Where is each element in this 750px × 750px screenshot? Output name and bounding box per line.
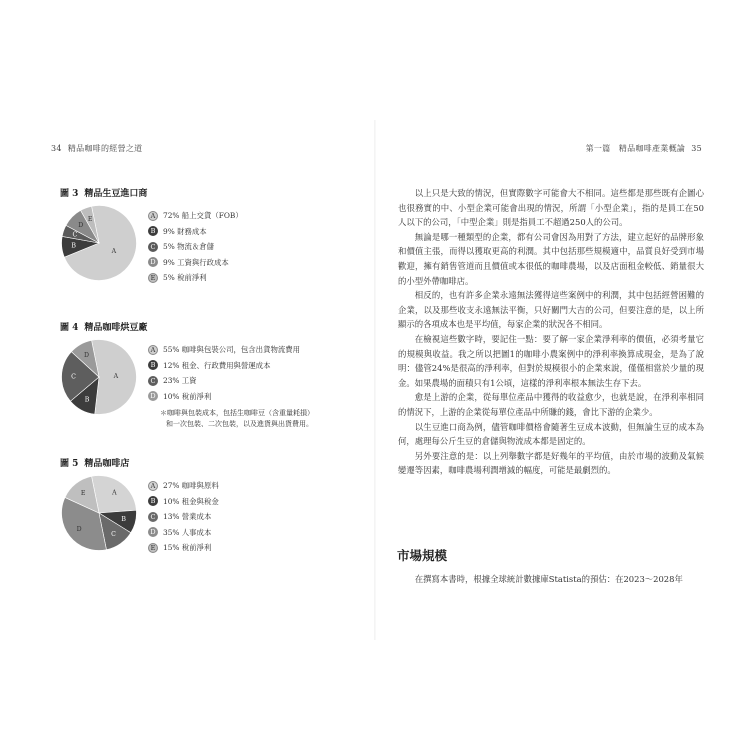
book-gutter — [374, 120, 376, 640]
pie-chart — [60, 204, 138, 282]
legend-item: E 5% 稅前淨利 — [148, 270, 358, 286]
right-running-head — [586, 143, 702, 154]
legend-key-badge: D — [148, 527, 158, 537]
pie-slice-label: C — [71, 373, 76, 381]
left-page-number: 34 — [51, 144, 62, 153]
pie-slice-label: A — [111, 247, 117, 255]
figure-5 — [60, 456, 360, 566]
legend-item: C 23% 工資 — [148, 373, 358, 389]
pie-slice-label: D — [78, 222, 84, 230]
figure-3-pie — [60, 204, 138, 282]
figure-3 — [60, 186, 360, 286]
legend-item: C 5% 物流＆倉儲 — [148, 239, 358, 255]
legend-key-badge: C — [148, 242, 158, 252]
legend-item: D 35% 人事成本 — [148, 525, 358, 541]
legend-item: B 12% 租金、行政費用與營運成本 — [148, 358, 358, 374]
pie-slice-label: C — [111, 530, 116, 538]
legend-key-badge: C — [148, 376, 158, 386]
pie-slice-label: B — [71, 242, 76, 250]
body-paragraph: 以上只是大致的情況，但實際數字可能會大不相同。這些都是那些既有企圖心也很務實的中、小型企業可能會出現的情況，所謂「小型企業」，指的是員工在50人以下的公司，「中型企業」則是指員工不超過250人的公司。 — [398, 188, 704, 228]
figure-4-footnote: ＊咖啡與包裝成本，包括生咖啡豆（含重量耗損） 和一次包裝、二次包裝，以及進貨與出貨費用。 — [160, 409, 314, 428]
body-paragraph: 相反的，也有許多企業永遠無法獲得這些案例中的利潤，其中包括經營困難的企業，以及那些收支永遠無法平衡，只好關門大吉的公司，但要注意的是，以上所顯示的各項成本也是平均值，每家企業的狀況各不相同。 — [398, 290, 704, 330]
figure-4 — [60, 320, 360, 440]
legend-key-badge: B — [148, 360, 158, 370]
section-heading: 市場規模 — [397, 548, 448, 563]
legend-item: A 55% 咖啡與包裝公司，包含出貨物流費用 — [148, 342, 358, 358]
pie-slice-label: E — [87, 216, 93, 224]
pie-slice-label: D — [83, 351, 89, 359]
pie-chart — [60, 338, 138, 416]
legend-item: C 13% 營業成本 — [148, 509, 358, 525]
legend-item: B 10% 租金與稅金 — [148, 494, 358, 510]
left-book-title: 精品咖啡的經營之道 — [67, 144, 143, 153]
legend-key-badge: B — [148, 496, 158, 506]
legend-item: D 9% 工資與行政成本 — [148, 255, 358, 271]
legend-key-badge: B — [148, 226, 158, 236]
figure-4-pie — [60, 338, 138, 416]
legend-item: E 15% 稅前淨利 — [148, 540, 358, 556]
right-page-number: 35 — [691, 144, 702, 153]
legend-item: B 9% 財務成本 — [148, 224, 358, 240]
body-paragraph: 以生豆進口商為例，儘管咖啡價格會隨著生豆成本波動，但無論生豆的成本為何，處理每公斤生豆的倉儲與物流成本都是固定的。 — [398, 421, 704, 447]
figure-3-legend — [148, 208, 358, 286]
pie-slice-label: A — [112, 489, 117, 497]
pie-slice-label: A — [113, 373, 119, 381]
legend-item: D 10% 稅前淨利 — [148, 389, 358, 405]
figure-5-title: 圖 5 精品咖啡店 — [60, 459, 130, 469]
body-paragraph: 無論是哪一種類型的企業，都有公司會因為用對了方法，建立起好的品牌形象和價值主張，而得以獲取更高的利潤。其中包括那些規模適中，品質良好受到市場歡迎，擁有銷售管道而且價值或本很低的咖啡農場，以及店面租金較低、銷量很大的小型外帶咖啡店。 — [398, 231, 704, 286]
pie-slice-label: E — [80, 490, 86, 498]
pie-slice-label: C — [72, 231, 78, 239]
figure-4-legend — [148, 342, 358, 404]
legend-item: A 72% 船上交貨（FOB） — [148, 208, 358, 224]
legend-key-badge: D — [148, 391, 158, 401]
left-running-head — [51, 143, 148, 154]
legend-key-badge: A — [148, 345, 158, 355]
legend-key-badge: D — [148, 257, 158, 267]
body-paragraph: 在撰寫本書時，根據全球統計數據庫Statista的預估：在2023～2028年 — [414, 574, 683, 584]
figure-4-title: 圖 4 精品咖啡烘豆廠 — [60, 323, 148, 333]
body-paragraph: 愈是上游的企業，從每單位產品中獲得的收益愈少，也就是說，在淨利率相同的情況下，上游的企業從每單位產品中所賺的錢，會比下游的企業少。 — [398, 392, 704, 417]
legend-key-badge: E — [148, 273, 158, 283]
legend-key-badge: E — [148, 543, 158, 553]
legend-key-badge: A — [148, 211, 158, 221]
figure-5-pie — [60, 474, 138, 552]
pie-slice-label: B — [121, 515, 127, 523]
figure-3-title: 圖 3 精品生豆進口商 — [60, 189, 148, 199]
body-paragraph: 在檢視這些數字時，要記住一點：要了解一家企業淨利率的價值，必須考量它的規模與收益。我之所以把圖1的咖啡小農案例中的淨利率換算成現金，是為了說明：儘管24%是很高的淨利率，但對於規模很小的企業來說，僅僅相當於少量的現金。如果農場的面積只有1公頃，這樣的淨利率根本無法生存下去。 — [398, 333, 704, 388]
pie-slice-label: D — [76, 525, 82, 533]
legend-item: A 27% 咖啡與原料 — [148, 478, 358, 494]
right-chapter-title: 第一篇 精品咖啡產業概論 — [585, 144, 686, 153]
figure-5-legend — [148, 478, 358, 556]
pie-slice-label: B — [84, 396, 90, 404]
legend-key-badge: A — [148, 481, 158, 491]
legend-key-badge: C — [148, 512, 158, 522]
body-paragraph: 另外要注意的是：以上列舉數字都是好幾年的平均值，由於市場的波動及氣候變遷等因素，咖啡農場利潤增減的幅度，可能是最劇烈的。 — [398, 450, 704, 476]
right-page-body — [398, 186, 704, 478]
pie-chart — [60, 474, 138, 552]
